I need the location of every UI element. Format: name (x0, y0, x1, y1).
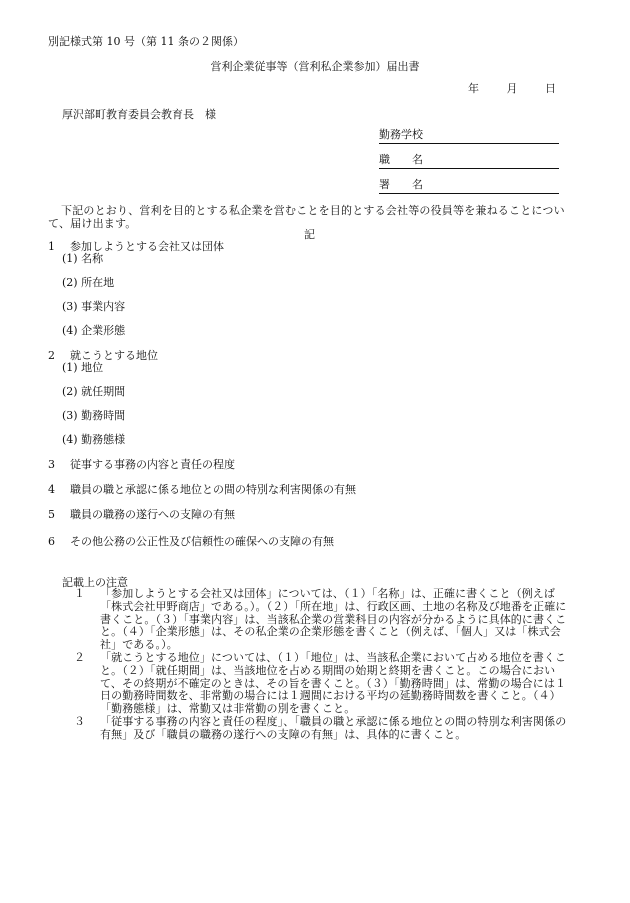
date-day-label: 日 (545, 82, 556, 95)
form-number: 別記様式第 10 号（第 11 条の２関係） (48, 35, 244, 48)
notes-title: 記載上の注意 (62, 576, 128, 589)
name-label: 署 名 (379, 178, 423, 191)
section-4-heading (48, 483, 356, 496)
school-label: 勤務学校 (379, 128, 423, 141)
section-2-label: 就こうとする地位 (70, 349, 158, 362)
school-field[interactable] (379, 128, 559, 144)
section-1-item-4: (4) 企業形態 (62, 324, 126, 337)
section-1-item-1: (1) 名称 (62, 252, 104, 265)
note-text: 「参加しようとする会社又は団体」については、（１）「名称」は、正確に書くこと（例えば「株式会社甲野商店」である。）。（２）「所在地」は、行政区画、土地の名称及び地番を正確に書くこと。（３）「事業内容」は、当該私企業の営業科目の内容が分かるように具体的に書くこと。（４）「企業形態」は、その私企業の企業形態を書くこと（例えば、「個人」又は「株式会社」である。）。 (100, 587, 567, 652)
addressee: 厚沢部町教育委員会教育長 様 (62, 108, 216, 121)
section-3-number: 3 (48, 458, 55, 471)
date-year-label: 年 (468, 82, 479, 95)
notes-list (74, 588, 574, 742)
section-2-item-2: (2) 就任期間 (62, 385, 126, 398)
note-text: 「従事する事務の内容と責任の程度」、「職員の職と承認に係る地位との間の特別な利害関係の有無」及び「職員の職務の遂行への支障の有無」は、具体的に書くこと。 (100, 714, 567, 741)
section-1-number: 1 (48, 240, 55, 253)
section-5-number: 5 (48, 508, 55, 521)
section-6-heading (48, 535, 334, 548)
section-2-item-3: (3) 勤務時間 (62, 409, 126, 422)
section-2-item-1: (1) 地位 (62, 361, 104, 374)
note-number: ３ (74, 714, 86, 728)
note-number: ２ (74, 650, 86, 664)
note-item (74, 652, 574, 716)
position-field[interactable] (379, 153, 559, 169)
position-label: 職 名 (379, 153, 423, 166)
section-4-label: 職員の職と承認に係る地位との間の特別な利害関係の有無 (70, 483, 356, 496)
section-4-number: 4 (48, 483, 55, 496)
ki-heading: 記 (304, 228, 315, 241)
section-1-item-3: (3) 事業内容 (62, 300, 126, 313)
name-field[interactable] (379, 178, 559, 194)
intro-text: 下記のとおり、営利を目的とする私企業を営むことを目的とする会社等の役員等を兼ねることについて、届け出ます。 (48, 204, 565, 231)
note-item (74, 588, 574, 652)
section-3-heading (48, 458, 235, 471)
section-1-label: 参加しようとする会社又は団体 (70, 240, 224, 253)
section-2-number: 2 (48, 349, 55, 362)
section-3-label: 従事する事務の内容と責任の程度 (70, 458, 235, 471)
date-month-label: 月 (506, 82, 518, 95)
section-5-label: 職員の職務の遂行への支障の有無 (70, 508, 235, 521)
note-number: １ (74, 587, 86, 600)
section-6-number: 6 (48, 535, 55, 548)
form-title: 営利企業従事等（営利私企業参加）届出書 (210, 60, 420, 73)
note-text: 「就こうとする地位」については、（１）「地位」は、当該私企業において占める地位を書くこと。（２）「就任期間」は、当該地位を占める期間の始期と終期を書くこと。この場合において、その終期が不確定のときは、その旨を書くこと。（３）「勤務時間」は、常勤の場合には１日の勤務時間数を、非常勤の場合には１週間における平均の延勤務時間数を書くこと。（４）「勤務態様」は、常勤又は非常勤の別を書くこと。 (100, 650, 567, 716)
date-line (468, 82, 556, 95)
note-item (74, 716, 574, 742)
section-2-item-4: (4) 勤務態様 (62, 433, 126, 446)
section-1-item-2: (2) 所在地 (62, 276, 115, 289)
section-6-label: その他公務の公正性及び信頼性の確保への支障の有無 (70, 535, 334, 548)
section-5-heading (48, 508, 235, 521)
